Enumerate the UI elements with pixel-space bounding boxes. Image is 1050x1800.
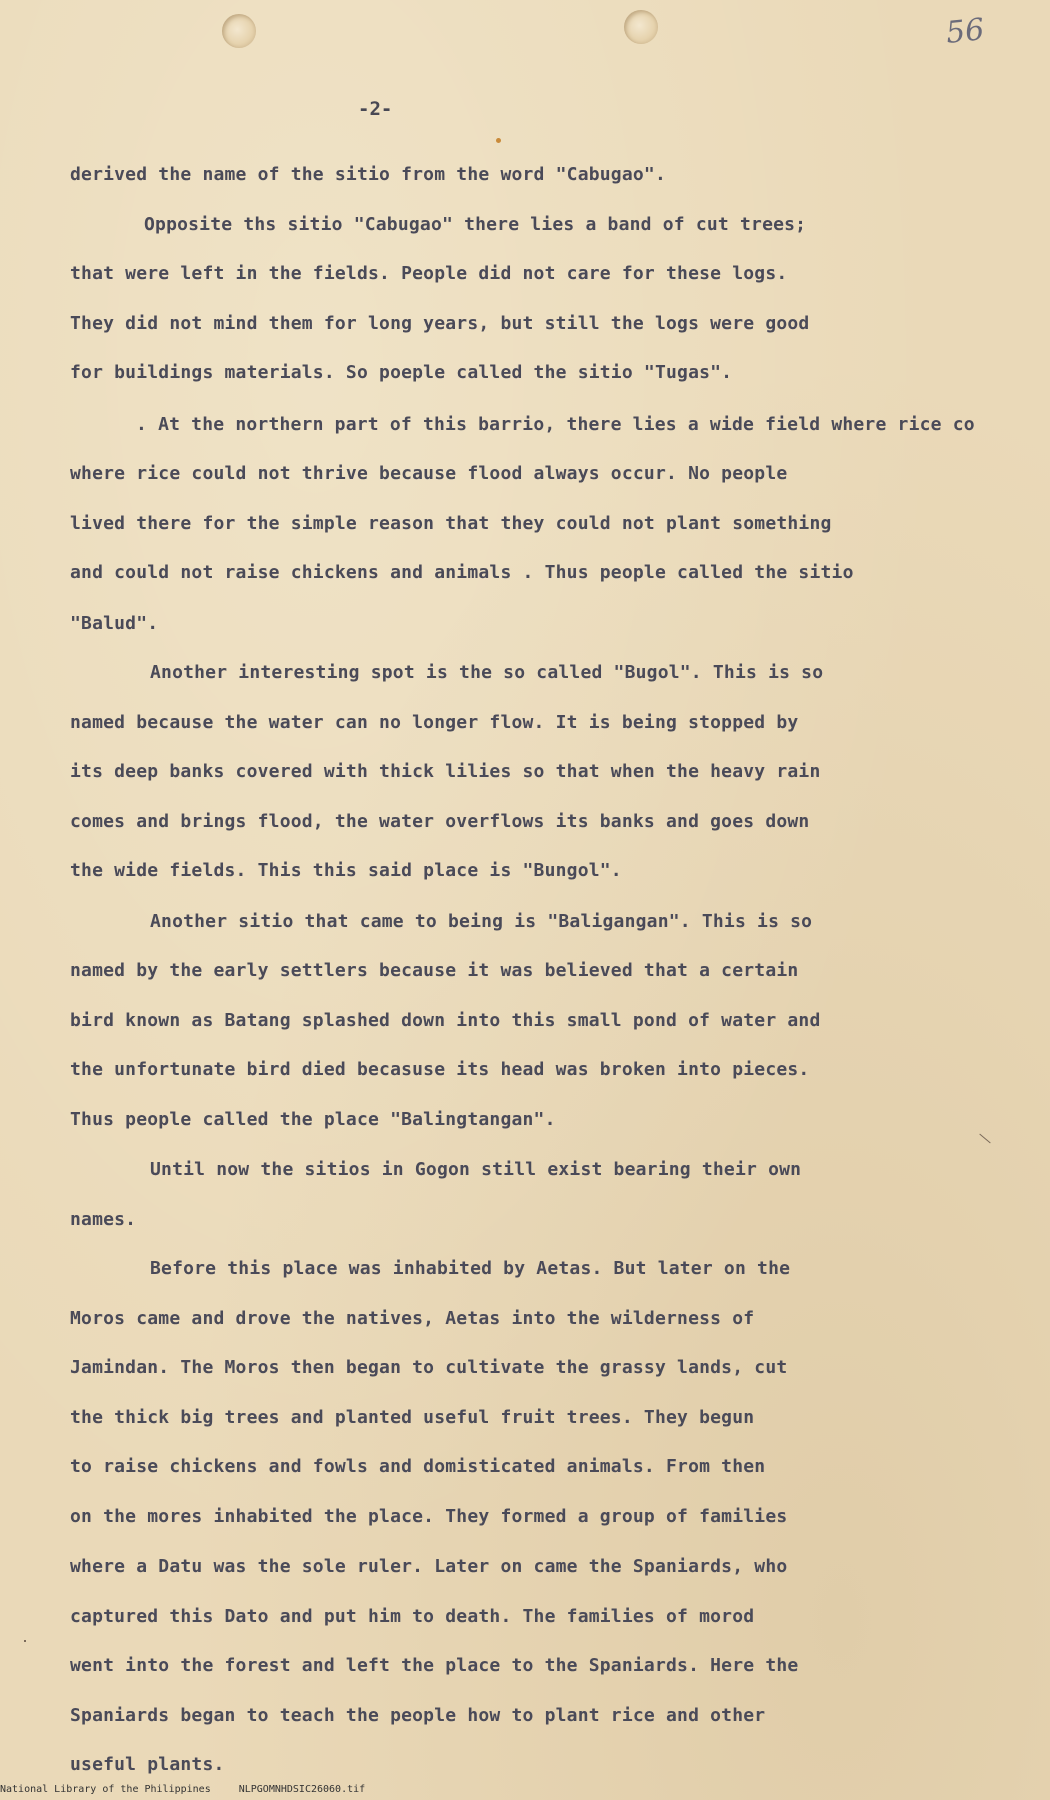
scan-footer <box>0 1784 393 1795</box>
text-line: and could not raise chickens and animals . Thus people called the sitio <box>70 562 854 583</box>
text-line: They did not mind them for long years, but still the logs were good <box>70 313 810 334</box>
footer-source: National Library of the Philippines <box>0 1784 211 1795</box>
text-line: Opposite ths sitio "Cabugao" there lies a band of cut trees; <box>144 214 807 235</box>
text-line: useful plants. <box>70 1754 225 1775</box>
text-line: lived there for the simple reason that they could not plant something <box>70 513 832 534</box>
text-line: captured this Dato and put him to death. The families of morod <box>70 1606 755 1627</box>
text-line: named by the early settlers because it was believed that a certain <box>70 960 799 981</box>
text-line: the thick big trees and planted useful fruit trees. They begun <box>70 1407 755 1428</box>
text-line: that were left in the fields. People did not care for these logs. <box>70 263 788 284</box>
text-line: "Balud". <box>70 613 159 634</box>
text-line: Before this place was inhabited by Aetas. But later on the <box>150 1258 791 1279</box>
punch-hole-left <box>222 14 256 48</box>
punch-hole-right <box>624 10 658 44</box>
text-line: Thus people called the place "Balingtangan". <box>70 1109 556 1130</box>
stray-mark <box>24 1640 26 1642</box>
text-line: Until now the sitios in Gogon still exist bearing their own <box>150 1159 802 1180</box>
text-line: derived the name of the sitio from the word "Cabugao". <box>70 164 666 185</box>
text-line: bird known as Batang splashed down into this small pond of water and <box>70 1010 821 1031</box>
text-line: Moros came and drove the natives, Aetas into the wilderness of <box>70 1308 755 1329</box>
text-line: . At the northern part of this barrio, there lies a wide field where rice co <box>136 414 975 435</box>
ink-dot <box>496 138 501 143</box>
text-line: Spaniards began to teach the people how to plant rice and other <box>70 1705 766 1726</box>
text-line: comes and brings flood, the water overflows its banks and goes down <box>70 811 810 832</box>
text-line: Another interesting spot is the so called "Bugol". This is so <box>150 662 824 683</box>
text-line: the wide fields. This this said place is "Bungol". <box>70 860 622 881</box>
text-line: names. <box>70 1209 137 1230</box>
page-number: -2- <box>358 98 393 120</box>
folio-number: 56 <box>944 12 986 51</box>
text-line: went into the forest and left the place to the Spaniards. Here the <box>70 1655 799 1676</box>
text-line: the unfortunate bird died becasuse its head was broken into pieces. <box>70 1059 810 1080</box>
stray-mark <box>979 1134 990 1144</box>
text-line: Another sitio that came to being is "Baligangan". This is so <box>150 911 813 932</box>
text-line: Jamindan. The Moros then began to cultivate the grassy lands, cut <box>70 1357 788 1378</box>
text-line: named because the water can no longer flow. It is being stopped by <box>70 712 799 733</box>
text-line: its deep banks covered with thick lilies so that when the heavy rain <box>70 761 821 782</box>
text-line: to raise chickens and fowls and domisticated animals. From then <box>70 1456 766 1477</box>
text-line: where a Datu was the sole ruler. Later on came the Spaniards, who <box>70 1556 788 1577</box>
text-line: where rice could not thrive because flood always occur. No people <box>70 463 788 484</box>
text-line: on the mores inhabited the place. They formed a group of families <box>70 1506 788 1527</box>
text-line: for buildings materials. So poeple called the sitio "Tugas". <box>70 362 733 383</box>
footer-file: NLPGOMNHDSIC26060.tif <box>238 1784 366 1795</box>
